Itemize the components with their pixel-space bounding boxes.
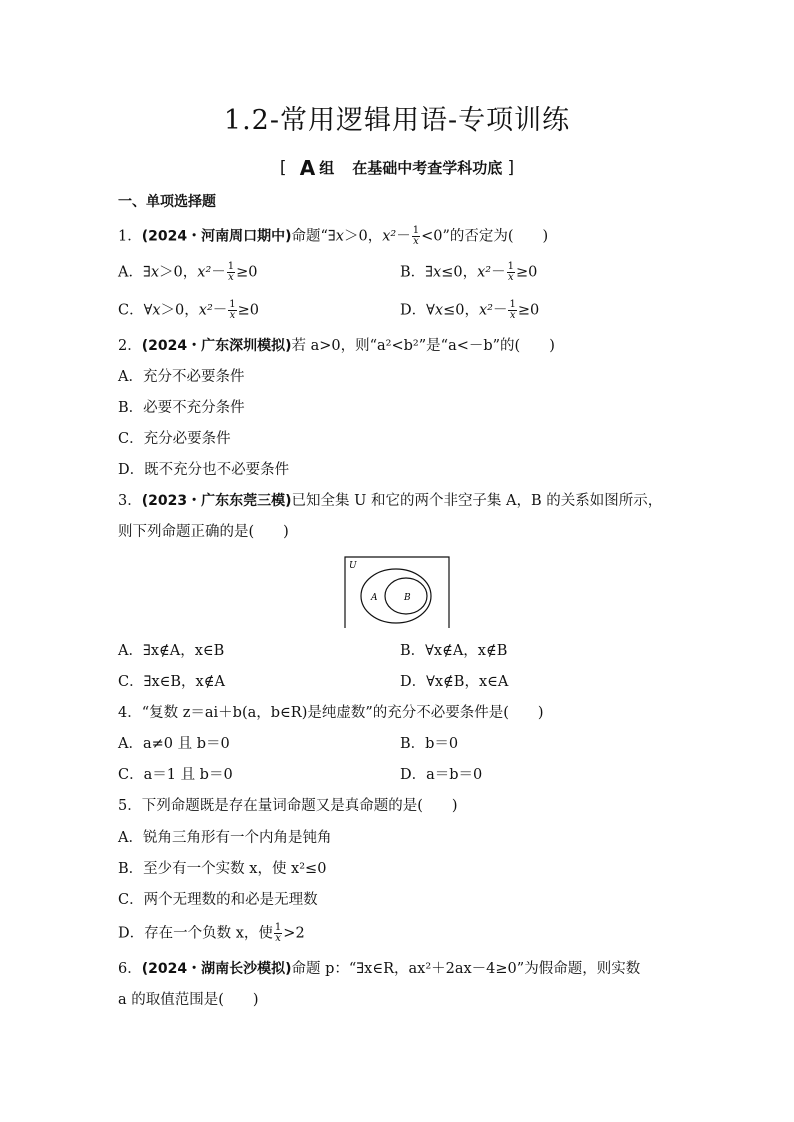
q3-stem-text: 已知全集 U 和它的两个非空子集 A，B 的关系如图所示， (291, 493, 663, 509)
opt-c-mid: ＞0， (160, 302, 199, 319)
q2-option-b: B．必要不充分条件 (118, 400, 245, 416)
q4-stem-text: “复数 z＝ai＋b(a，b∈R)是纯虚数”的充分不必要条件是( ) (141, 705, 544, 721)
group-badge: A (299, 156, 316, 180)
q5-option-b: B．至少有一个实数 x，使 x²≤0 (118, 861, 327, 877)
q4-option-b: B．b＝0 (400, 736, 459, 752)
opt-a-label: A．∃ (118, 264, 151, 281)
q6-stem-line1 (118, 959, 640, 979)
q5-option-c: C．两个无理数的和必是无理数 (118, 892, 318, 908)
q4-option-c: C．a＝1 且 b＝0 (118, 767, 233, 783)
universal-set-box (345, 557, 449, 628)
q1-stem-mid: ＞0， (343, 228, 383, 245)
q3-option-d: D．∀x∉B，x∈A (400, 674, 509, 690)
var-x: x (433, 264, 442, 281)
q2-source: (2024・广东深圳模拟) (141, 338, 292, 354)
fraction-1-over-x (227, 262, 235, 283)
opt-d-mid: ≤0， (443, 302, 479, 319)
minus: － (491, 264, 506, 281)
q5-option-a: A．锐角三角形有一个内角是钝角 (118, 830, 332, 846)
var-x2: x² (198, 302, 213, 319)
q5-stem (118, 796, 458, 816)
frac-den: x (275, 933, 281, 944)
frac-den: x (507, 272, 514, 283)
frac-num: 1 (229, 299, 236, 310)
q1-stem (118, 226, 548, 247)
frac-den: x (413, 236, 419, 247)
section-heading: 一、单项选择题 (118, 194, 216, 210)
var-x: x (434, 302, 444, 319)
q3-stem-line2: 则下列命题正确的是( ) (118, 524, 289, 540)
opt-tail: ≥0 (236, 264, 258, 281)
q6-source: (2024・湖南长沙模拟) (141, 961, 292, 977)
q2-option-c: C．充分必要条件 (118, 431, 231, 447)
page-title: 1.2-常用逻辑用语-专项训练 (223, 105, 571, 136)
q1-stem-after: <0”的否定为( ) (421, 228, 549, 245)
opt-tail: ≥0 (517, 302, 540, 319)
opt-c-label: C．∀ (118, 302, 153, 319)
frac-den: x (229, 310, 236, 321)
frac-num: 1 (412, 225, 420, 236)
q3-option-a: A．∃x∉A，x∈B (118, 643, 225, 659)
q4-stem (118, 703, 544, 723)
q5-number: 5． (118, 798, 142, 814)
q5-option-d (118, 923, 305, 944)
q5-opt-d-post: >2 (283, 925, 305, 942)
q6-number: 6． (118, 961, 142, 977)
q2-stem-text: 若 a>0，则“a²<b²”是“a<－b”的( ) (291, 338, 555, 354)
group-header (0, 156, 794, 180)
bracket-close: ] (507, 158, 515, 178)
q2-stem (118, 336, 555, 356)
q2-number: 2． (118, 338, 142, 354)
var-x: x (335, 228, 344, 245)
q2-option-a: A．充分不必要条件 (118, 369, 245, 385)
venn-diagram (344, 556, 450, 628)
q1-option-a (118, 262, 258, 283)
opt-a-mid: ＞0， (159, 264, 198, 281)
q6-stem-text: 命题 p：“∃x∈R，ax²＋2ax－4≥0”为假命题，则实数 (291, 961, 641, 977)
q1-option-d (400, 300, 539, 321)
frac-den: x (509, 310, 516, 321)
q1-source: (2024・河南周口期中) (141, 228, 292, 245)
q3-option-c: C．∃x∈B，x∉A (118, 674, 225, 690)
q5-opt-d-pre: D．存在一个负数 x，使 (118, 925, 273, 942)
q5-stem-text: 下列命题既是存在量词命题又是真命题的是( ) (141, 798, 458, 814)
frac-num: 1 (509, 299, 516, 310)
var-x2: x² (382, 228, 397, 245)
group-label: 组 (319, 159, 335, 177)
bracket-open: [ (279, 158, 287, 178)
q1-option-c (118, 300, 259, 321)
fraction-1-over-x (508, 300, 516, 321)
q3-stem-line1 (118, 491, 662, 511)
q3-source: (2023・广东东莞三模) (141, 493, 292, 509)
fraction-1-over-x (274, 923, 282, 944)
frac-num: 1 (507, 261, 514, 272)
opt-b-mid: ≤0， (441, 264, 478, 281)
frac-den: x (228, 272, 234, 283)
frac-num: 1 (227, 261, 235, 272)
frac-num: 1 (274, 922, 282, 933)
minus: － (211, 264, 226, 281)
q4-option-a: A．a≠0 且 b＝0 (118, 736, 230, 752)
var-x: x (150, 264, 160, 281)
q1-number: 1． (118, 228, 142, 245)
label-a: A (371, 593, 378, 603)
q1-stem-pre: 命题“∃ (291, 228, 336, 245)
opt-b-label: B．∃ (400, 264, 434, 281)
label-b: B (404, 593, 411, 603)
fraction-1-over-x (507, 262, 515, 283)
label-u: U (349, 561, 357, 571)
opt-d-label: D．∀ (400, 302, 435, 319)
minus: － (492, 302, 508, 319)
q6-stem-line2: a 的取值范围是( ) (118, 992, 259, 1008)
q4-option-d: D．a＝b＝0 (400, 767, 483, 783)
fraction-1-over-x (412, 226, 420, 247)
var-x2: x² (197, 264, 212, 281)
q2-option-d: D．既不充分也不必要条件 (118, 462, 290, 478)
q4-number: 4． (118, 705, 142, 721)
var-x2: x² (478, 302, 493, 319)
q3-option-b: B．∀x∉A，x∉B (400, 643, 508, 659)
q1-option-b (400, 262, 537, 283)
minus: － (212, 302, 228, 319)
fraction-1-over-x (228, 300, 236, 321)
var-x2: x² (477, 264, 492, 281)
opt-tail: ≥0 (237, 302, 260, 319)
group-text: 在基础中考查学科功底 (352, 159, 503, 177)
var-x: x (152, 302, 161, 319)
q3-number: 3． (118, 493, 142, 509)
minus: － (396, 228, 411, 245)
opt-tail: ≥0 (515, 264, 538, 281)
